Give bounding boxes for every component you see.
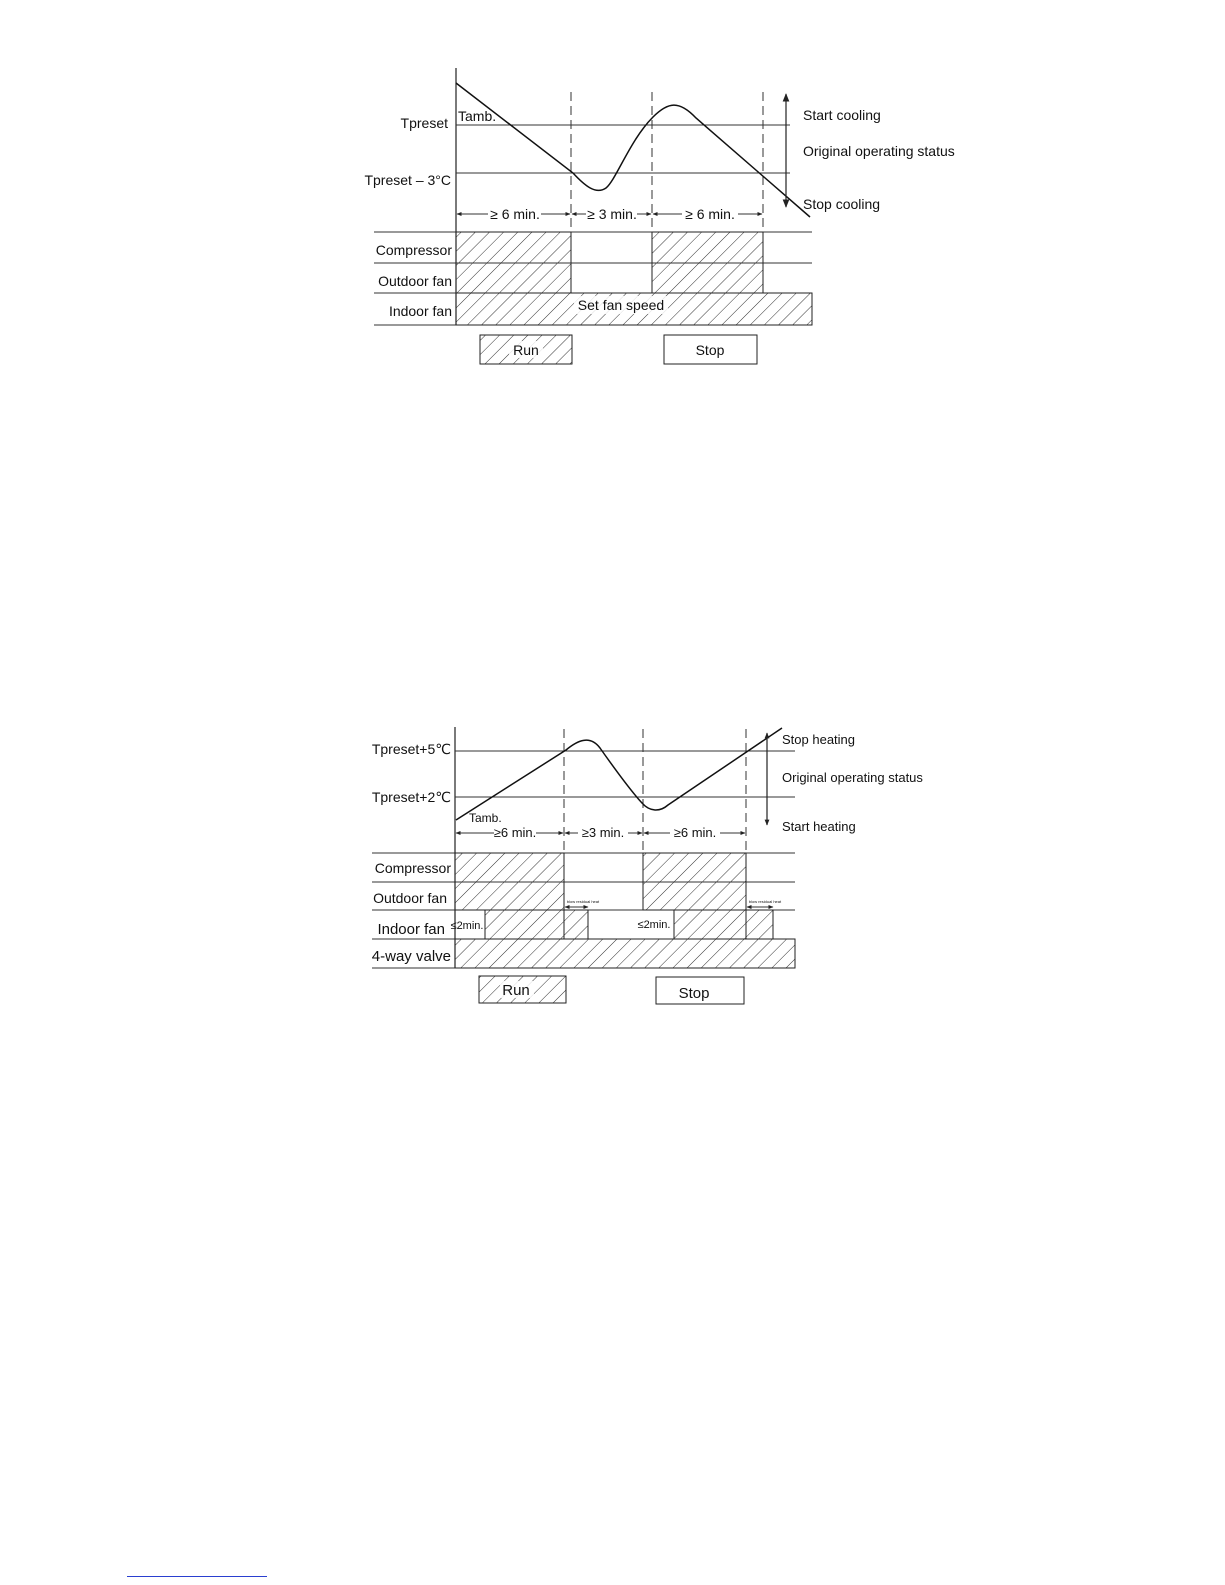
- heating-row-4way-valve: 4-way valve: [371, 948, 451, 965]
- heating-legend-run: Run: [502, 982, 530, 999]
- cooling-legend-stop: Stop: [695, 342, 725, 358]
- cooling-temperature-curve: [456, 83, 810, 217]
- heating-legend-stop: Stop: [678, 985, 710, 1002]
- cooling-indoor-note: Set fan speed: [577, 297, 665, 313]
- footer-rule: [127, 1576, 267, 1577]
- heating-row-compressor: Compressor: [374, 860, 451, 876]
- cooling-interval-1: ≥ 6 min.: [490, 206, 540, 222]
- heating-interval-3: ≥6 min.: [673, 825, 717, 840]
- heating-original-label: Original operating status: [782, 770, 923, 785]
- heating-4way-valve-run: [455, 939, 795, 968]
- heating-interval-2: ≥3 min.: [581, 825, 625, 840]
- cooling-row-outdoor-fan: Outdoor fan: [378, 273, 452, 289]
- heating-row-outdoor-fan: Outdoor fan: [373, 890, 447, 906]
- cooling-compressor-outdoor-run-1: [456, 232, 571, 293]
- heating-start-label: Start heating: [782, 819, 856, 834]
- cooling-interval-3: ≥ 6 min.: [685, 206, 735, 222]
- heating-stop-label: Stop heating: [782, 732, 856, 747]
- heating-indoor-fan-run-2: [674, 910, 746, 939]
- cooling-compressor-outdoor-run-2: [652, 232, 763, 293]
- heating-residual-label-1: blow residual heat: [566, 899, 600, 904]
- cooling-legend-run: Run: [513, 342, 539, 358]
- cooling-tpreset-label: Tpreset: [400, 115, 448, 131]
- heating-tamb-label: Tamb.: [469, 811, 502, 825]
- heating-compressor-outdoor-run-2: [643, 853, 746, 910]
- cooling-tamb-label: Tamb.: [458, 108, 497, 124]
- cooling-start-label: Start cooling: [803, 107, 881, 123]
- cooling-row-indoor-fan: Indoor fan: [388, 303, 452, 319]
- heating-delay-label-1: ≤2min.: [450, 920, 484, 932]
- heating-diagram: [372, 727, 924, 1004]
- heating-indoor-fan-residual-1: [564, 910, 588, 939]
- cooling-interval-2: ≥ 3 min.: [587, 206, 637, 222]
- heating-indoor-fan-run-1: [485, 910, 564, 939]
- heating-upper-label: Tpreset+5℃: [371, 741, 451, 757]
- heating-compressor-outdoor-run-1: [455, 853, 564, 910]
- heating-temperature-curve: [456, 728, 782, 820]
- cooling-tpreset-minus-label: Tpreset – 3°C: [364, 172, 451, 188]
- heating-delay-label-2: ≤2min.: [637, 919, 671, 931]
- heating-lower-label: Tpreset+2℃: [371, 789, 451, 805]
- heating-row-indoor-fan: Indoor fan: [377, 921, 445, 938]
- cooling-row-compressor: Compressor: [375, 242, 452, 258]
- heating-interval-1: ≥6 min.: [493, 825, 537, 840]
- heating-residual-label-2: blow residual heat: [748, 899, 782, 904]
- cooling-diagram: [364, 68, 954, 364]
- heating-indoor-fan-residual-2: [746, 910, 773, 939]
- cooling-original-label: Original operating status: [803, 143, 955, 159]
- cooling-stop-label: Stop cooling: [803, 196, 881, 212]
